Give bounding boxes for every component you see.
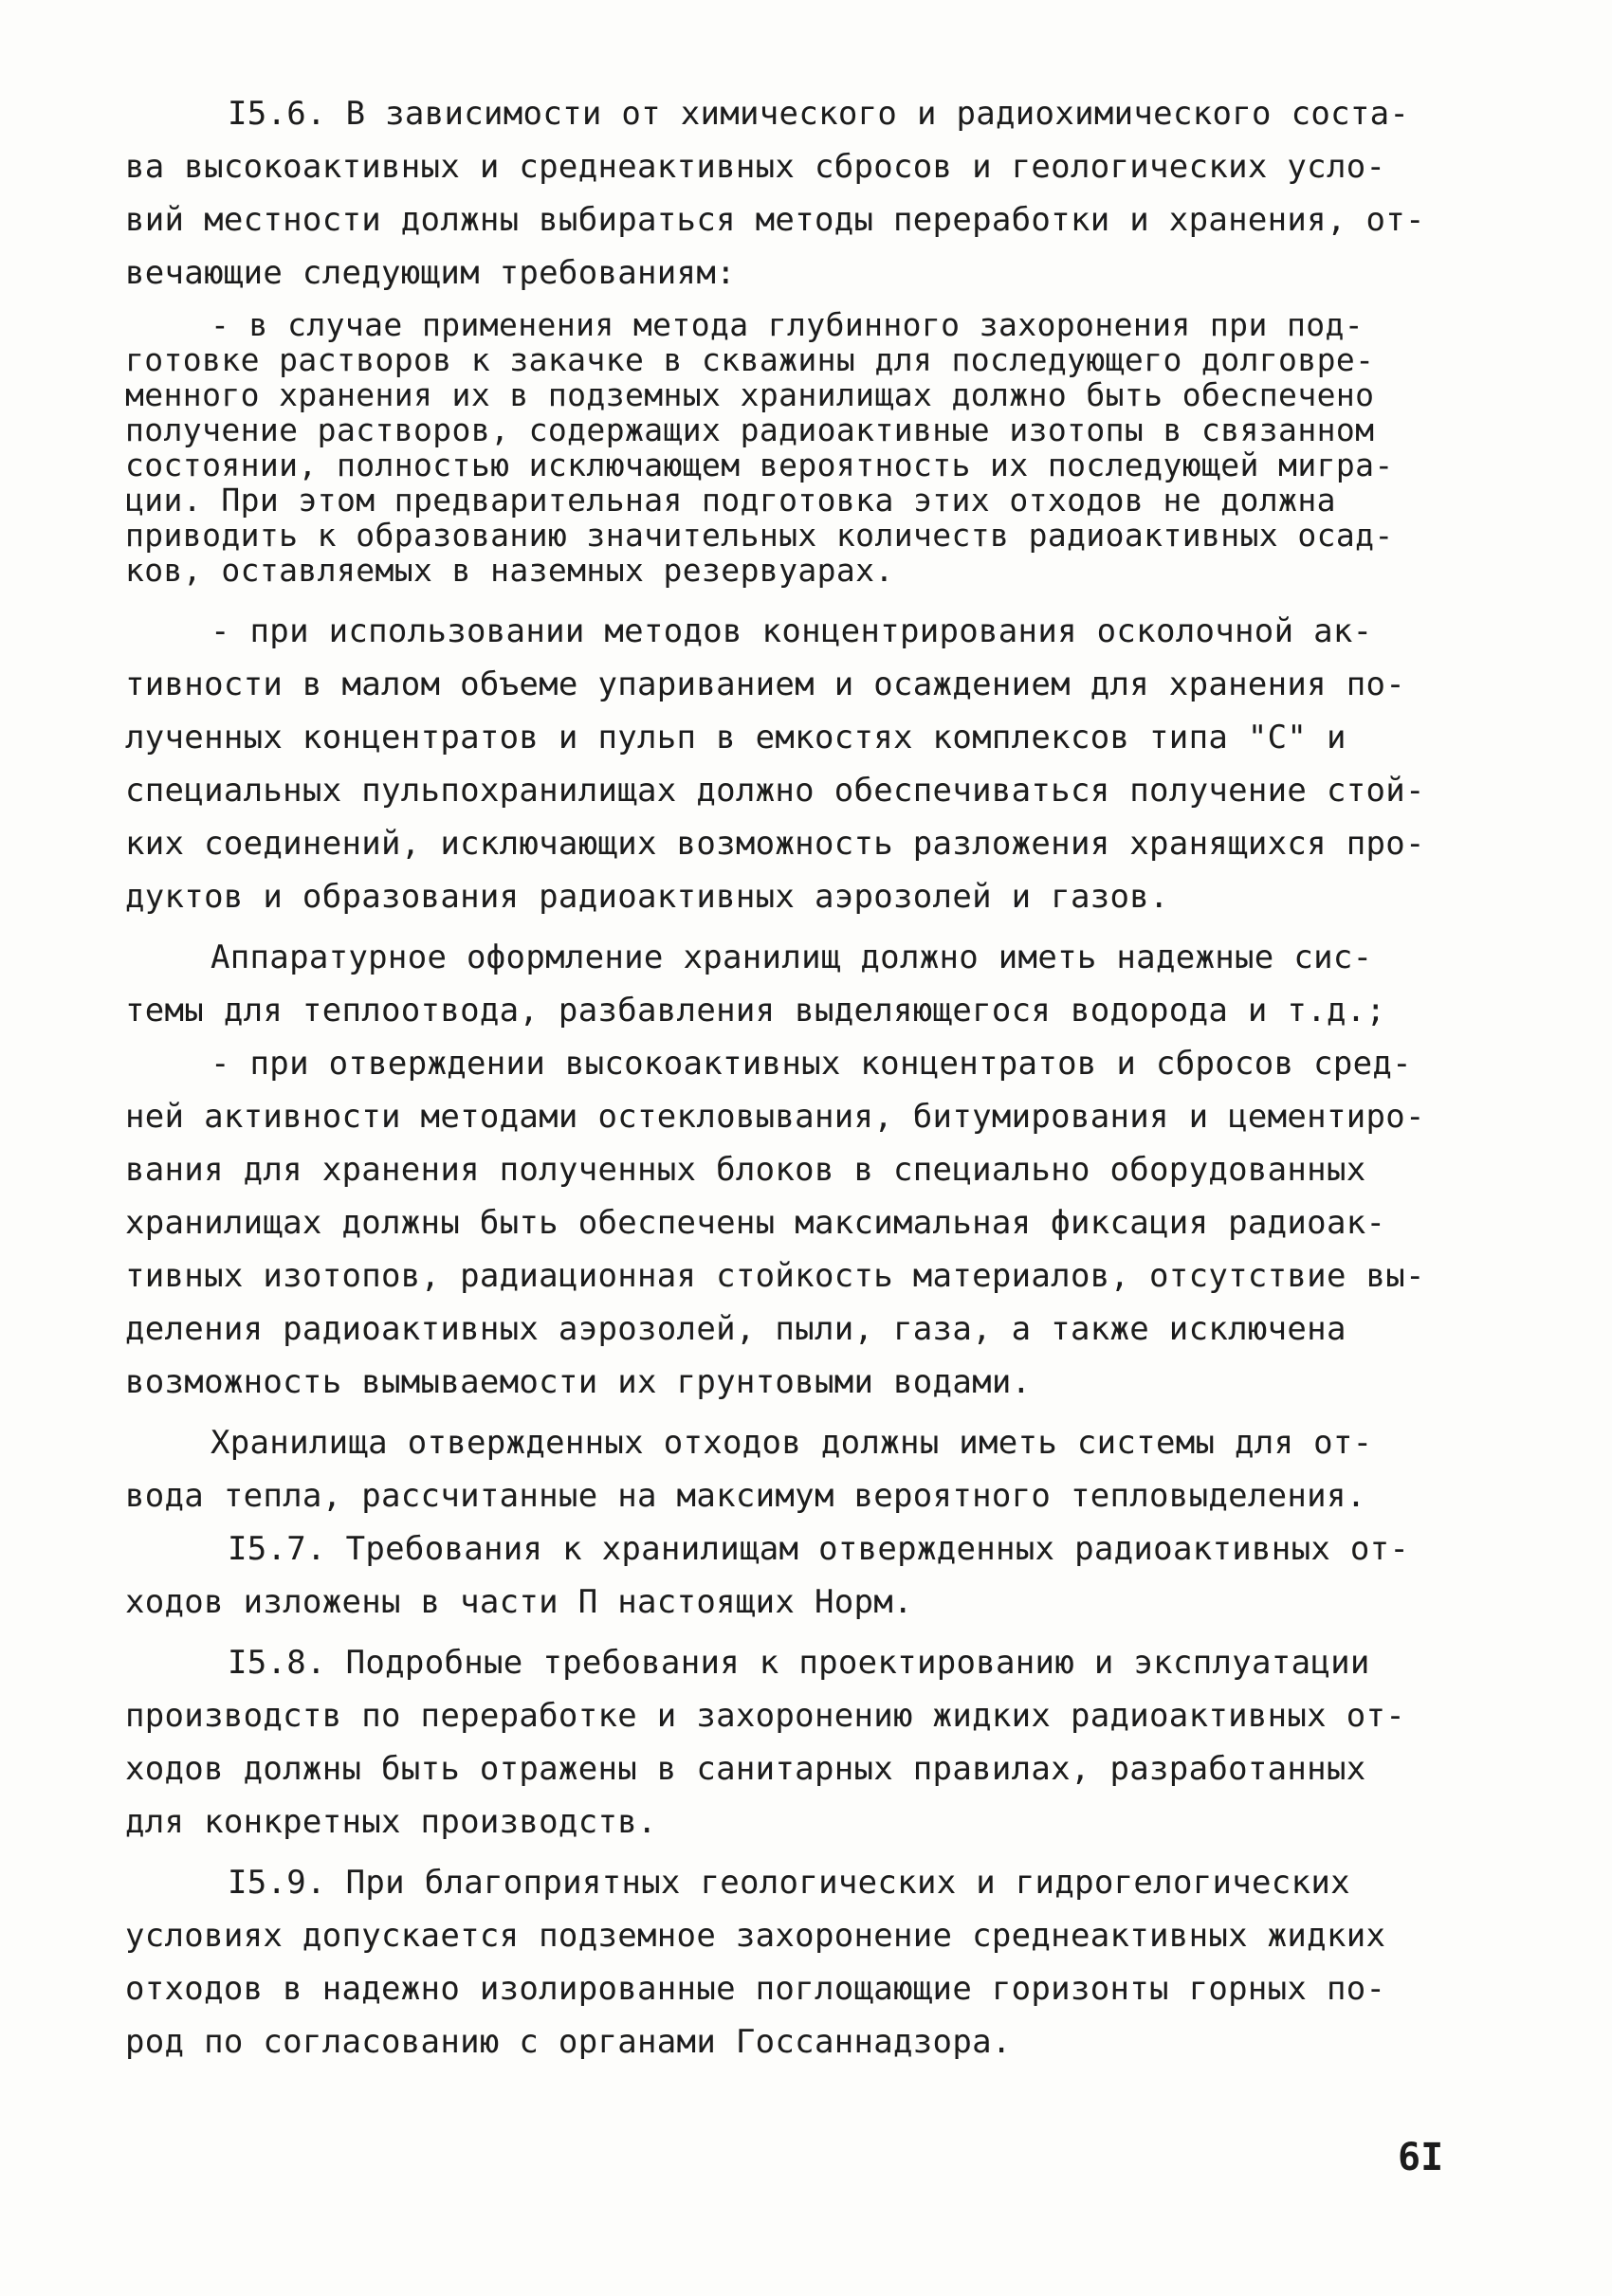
text-line: деления радиоактивных аэрозолей, пыли, газа, а также исключена [125, 1310, 1346, 1348]
text-line: ции. При этом предварительная подготовка этих отходов не должна [125, 482, 1336, 519]
paragraph-15-8 [125, 1636, 1472, 1849]
text-line: I5.7. Требования к хранилищам отвержденных радиоактивных от- [228, 1530, 1410, 1568]
text-line: производств по переработке и захоронению жидких радиоактивных от- [125, 1697, 1406, 1735]
paragraph-equipment [125, 931, 1472, 1037]
text-line: состоянии, полностью исключающем вероятность их последующей мигра- [125, 446, 1394, 483]
text-line: лученных концентратов и пульп в емкостях комплексов типа "С" и [125, 719, 1346, 756]
text-line: условиях допускается подземное захоронение среднеактивных жидких [125, 1917, 1386, 1955]
text-line: ней активности методами остекловывания, битумирования и цементиро- [125, 1098, 1425, 1136]
text-line: тивности в малом объеме упариванием и осаждением для хранения по- [125, 665, 1406, 703]
text-line: Аппаратурное оформление хранилищ должно иметь надежные сис- [211, 938, 1373, 976]
paragraph-storages [125, 1416, 1472, 1522]
body-text [125, 87, 1472, 2068]
text-line: вода тепла, рассчитанные на максимум вероятного тепловыделения. [125, 1477, 1366, 1515]
text-line: вечающие следующим требованиям: [125, 254, 736, 292]
text-line: I5.8. Подробные требования к проектированию и эксплуатации [228, 1644, 1370, 1682]
paragraph-15-9 [125, 1856, 1472, 2068]
text-line: род по согласованию с органами Госсаннадзора. [125, 2023, 1012, 2061]
text-line: хранилищах должны быть обеспечены максимальная фиксация радиоак- [125, 1204, 1386, 1242]
text-line: вий местности должны выбираться методы переработки и хранения, от- [125, 201, 1425, 239]
text-line: вания для хранения полученных блоков в специально оборудованных [125, 1151, 1366, 1189]
text-line: ва высокоактивных и среднеактивных сбросов и геологических усло- [125, 148, 1386, 186]
text-line: менного хранения их в подземных хранилищах должно быть обеспечено [125, 376, 1375, 413]
text-line: ков, оставляемых в наземных резервуарах. [125, 552, 894, 589]
text-line: I5.9. При благоприятных геологических и гидрогелогических [228, 1864, 1350, 1902]
text-line: для конкретных производств. [125, 1803, 657, 1841]
item-concentration [125, 605, 1472, 923]
paragraph-15-7 [125, 1522, 1472, 1629]
page-number: 6I [1398, 2136, 1444, 2179]
item-deep-burial [125, 307, 1472, 588]
text-line: отходов в надежно изолированные поглощающие горизонты горных по- [125, 1970, 1386, 2008]
text-line: Хранилища отвержденных отходов должны иметь системы для от- [211, 1424, 1373, 1462]
text-line: ходов должны быть отражены в санитарных правилах, разработанных [125, 1750, 1366, 1788]
text-line: - при использовании методов концентрирования осколочной ак- [211, 612, 1373, 650]
text-line: возможность вымываемости их грунтовыми водами. [125, 1363, 1032, 1401]
paragraph-15-6 [125, 87, 1472, 300]
text-line: получение растворов, содержащих радиоактивные изотопы в связанном [125, 411, 1375, 448]
text-line: I5.6. В зависимости от химического и радиохимического соста- [228, 95, 1410, 133]
text-line: - при отверждении высокоактивных концентратов и сбросов сред- [211, 1045, 1412, 1083]
text-line: тивных изотопов, радиационная стойкость материалов, отсутствие вы- [125, 1257, 1425, 1295]
text-line: приводить к образованию значительных количеств радиоактивных осад- [125, 517, 1394, 554]
text-line: ких соединений, исключающих возможность разложения хранящихся про- [125, 825, 1425, 863]
text-line: дуктов и образования радиоактивных аэрозолей и газов. [125, 878, 1169, 916]
text-line: готовке растворов к закачке в скважины для последующего долговре- [125, 341, 1375, 378]
text-line: - в случае применения метода глубинного захоронения при под- [211, 306, 1365, 343]
text-line: темы для теплоотвода, разбавления выделяющегося водорода и т.д.; [125, 992, 1386, 1030]
text-line: специальных пульпохранилищах должно обеспечиваться получение стой- [125, 772, 1425, 810]
item-solidification [125, 1037, 1472, 1409]
text-line: ходов изложены в части П настоящих Норм. [125, 1583, 913, 1621]
